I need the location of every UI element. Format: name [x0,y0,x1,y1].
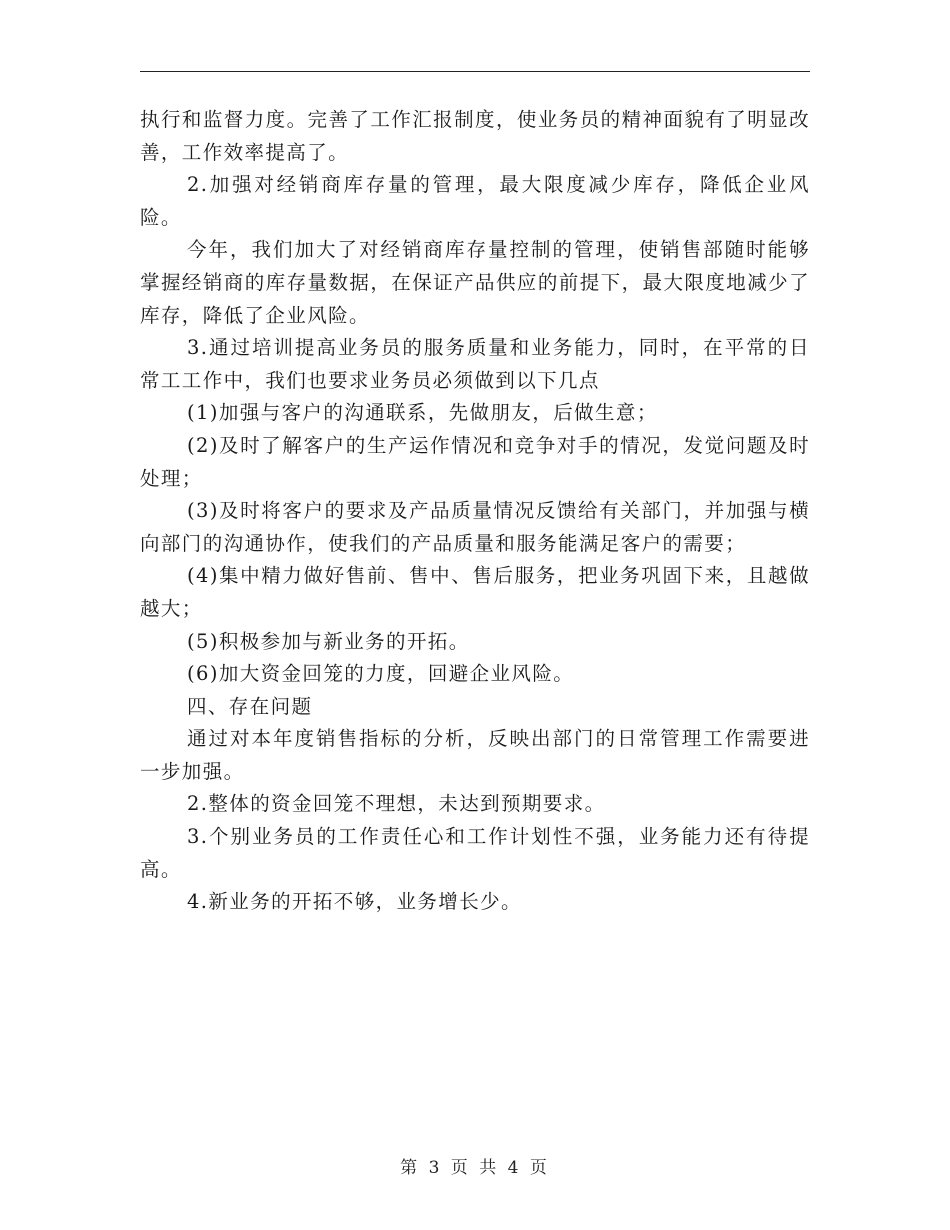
list-item-2: (2)及时了解客户的生产运作情况和竞争对手的情况，发觉问题及时处理； [140,433,810,490]
paragraph-3: 今年，我们加大了对经销商库存量控制的管理，使销售部随时能够掌握经销商的库存量数据，在保证产品供应的前提下，最大限度地减少了库存，降低了企业风险。 [140,238,810,327]
paragraph-6: 2.整体的资金回笼不理想，未达到预期要求。 [187,792,606,816]
list-item-6: (6)加大资金回笼的力度，回避企业风险。 [187,662,575,686]
paragraph-1: 执行和监督力度。完善了工作汇报制度，使业务员的精神面貌有了明显改善，工作效率提高了。 [140,108,810,164]
list-item-1: (1)加强与客户的沟通联系，先做朋友，后做生意； [187,401,658,425]
paragraph-2: 2.加强对经销商库存量的管理，最大限度减少库存，降低企业风险。 [140,173,810,229]
paragraph-8: 4.新业务的开拓不够，业务增长少。 [187,890,522,914]
section-heading: 四、存在问题 [187,694,313,718]
paragraph-4: 3.通过培训提高业务员的服务质量和业务能力，同时，在平常的日常工工作中，我们也要求业务员必须做到以下几点 [140,336,810,392]
paragraph-5: 通过对本年度销售指标的分析，反映出部门的日常管理工作需要进一步加强。 [140,727,810,783]
header-rule [140,71,810,72]
list-item-3: (3)及时将客户的要求及产品质量情况反馈给有关部门，并加强与横向部门的沟通协作，使我们的产品质量和服务能满足客户的需要； [140,499,810,555]
list-item-5: (5)积极参加与新业务的开拓。 [187,629,470,653]
page-number-footer: 第 3 页 共 4 页 [400,1158,550,1178]
list-item-4: (4)集中精力做好售前、售中、售后服务，把业务巩固下来，且越做越大； [140,564,810,620]
document-body [140,104,810,919]
paragraph-7: 3.个别业务员的工作责任心和工作计划性不强，业务能力还有待提高。 [140,825,810,881]
